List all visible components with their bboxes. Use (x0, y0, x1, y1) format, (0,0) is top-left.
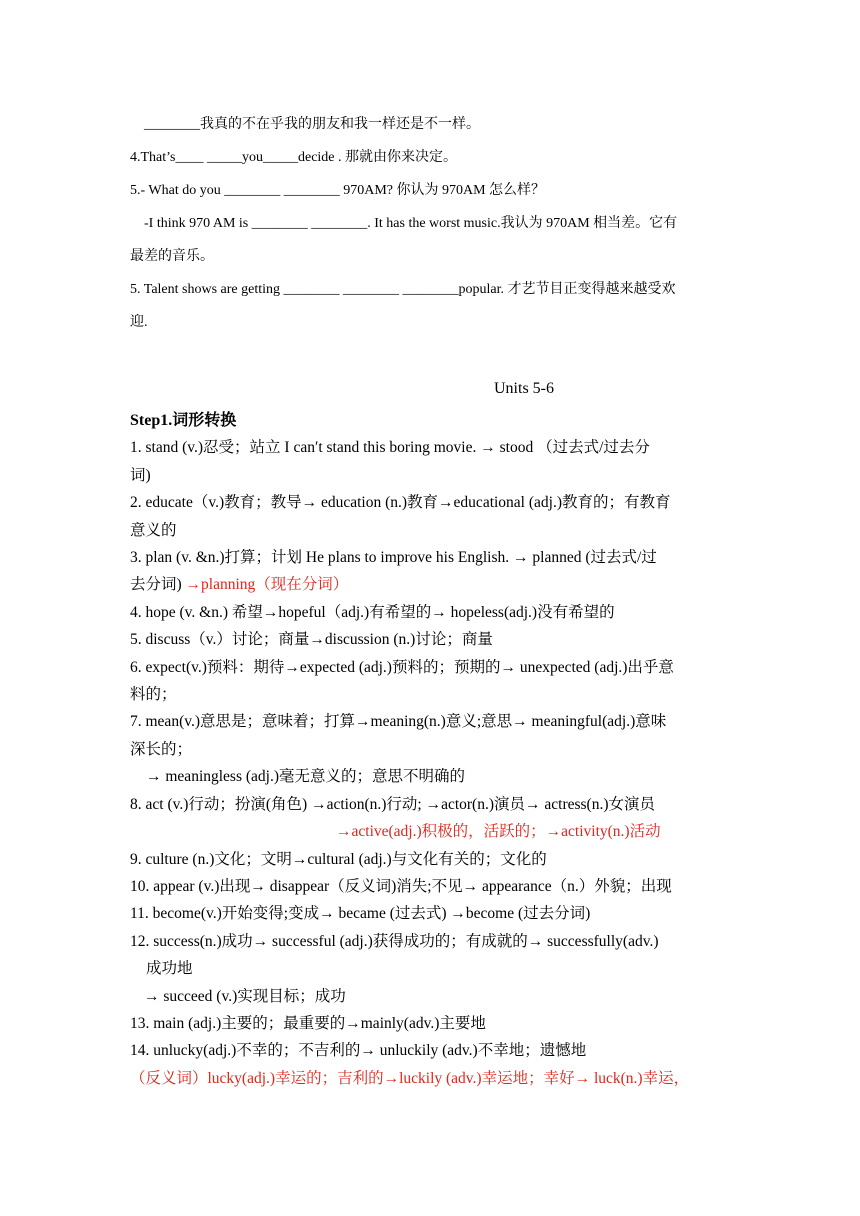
list-item: 12. success(n.)成功→ successful (adj.)获得成功的；有成就的→ successfully(adv.) (130, 932, 659, 950)
step-heading: Step1.词形转换 (130, 412, 237, 429)
list-item-continued: → meaningless (adj.)毫无意义的；意思不明确的 (146, 768, 466, 786)
list-item-continued (130, 571, 733, 598)
list-item: 11. become(v.)开始变得;变成→ became (过去式) →become (过去分词) (130, 905, 591, 923)
list-item: 3. plan (v. &n.)打算；计划 He plans to improve his English. → planned (过去式/过 (130, 549, 657, 567)
list-item: 7. mean(v.)意思是；意味着；打算→meaning(n.)意义;意思→ meaningful(adj.)意味 (130, 713, 667, 731)
exercise-line: -I think 970 AM is ________ ________. It has the worst music.我认为 970AM 相当差。它有 (144, 216, 678, 231)
list-item: 2. educate（v.)教育；教导→ education (n.)教育→educational (adj.)教育的；有教育 (130, 494, 671, 512)
word-forms-section (130, 407, 733, 1092)
list-item: 13. main (adj.)主要的；最重要的→mainly(adv.)主要地 (130, 1014, 486, 1032)
exercise-line: 5. Talent shows are getting ________ ________ ________popular. 才艺节目正变得越来越受欢 (130, 282, 676, 297)
list-item-continued: → succeed (v.)实现目标；成功 (144, 987, 346, 1005)
list-item-continued: 料的； (130, 686, 177, 704)
list-item: 6. expect(v.)预料：期待→expected (adj.)预料的；预期的→ unexpected (adj.)出乎意 (130, 658, 674, 676)
list-item: 4. hope (v. &n.) 希望→hopeful（adj.)有希望的→ hopeless(adj.)没有希望的 (130, 603, 615, 621)
red-annotation: →active(adj.)积极的，活跃的；→activity(n.)活动 (336, 823, 661, 841)
red-annotation: （反义词）lucky(adj.)幸运的；吉利的→luckily (adv.)幸运地；幸好→ luck(n.)幸运， (130, 1069, 690, 1087)
list-item: 1. stand (v.)忍受；站立 I can′t stand this boring movie. → stood （过去式/过去分 (130, 439, 650, 457)
exercise-line: ________我真的不在乎我的朋友和我一样还是不一样。 (144, 117, 480, 132)
exercise-line: 迎. (130, 315, 148, 330)
list-item-continued: 词) (130, 466, 151, 484)
list-item-text: 去分词) (130, 576, 186, 594)
units-title: Units 5-6 (494, 380, 554, 397)
red-annotation: →planning（现在分词） (185, 576, 349, 594)
list-item: 10. appear (v.)出现→ disappear（反义词)消失;不见→ appearance（n.）外貌；出现 (130, 877, 672, 895)
list-item: 14. unlucky(adj.)不幸的；不吉利的→ unluckily (adv.)不幸地；遗憾地 (130, 1042, 587, 1060)
list-item: 8. act (v.)行动；扮演(角色) →action(n.)行动; →actor(n.)演员→ actress(n.)女演员 (130, 795, 656, 813)
exercise-section (130, 114, 735, 334)
exercise-line: 4.That’s____ _____you_____decide . 那就由你来决定。 (130, 150, 458, 165)
list-item-continued: 深长的； (130, 740, 193, 758)
exercise-line: 最差的音乐。 (130, 249, 214, 264)
list-item-continued: 意义的 (130, 521, 177, 539)
list-item: 5. discuss（v.）讨论；商量→discussion (n.)讨论；商量 (130, 631, 493, 649)
list-item: 9. culture (n.)文化；文明→cultural (adj.)与文化有关的；文化的 (130, 850, 547, 868)
exercise-line: 5.- What do you ________ ________ 970AM? 你认为 970AM 怎么样？ (130, 183, 546, 198)
list-item-continued: 成功地 (146, 960, 193, 978)
